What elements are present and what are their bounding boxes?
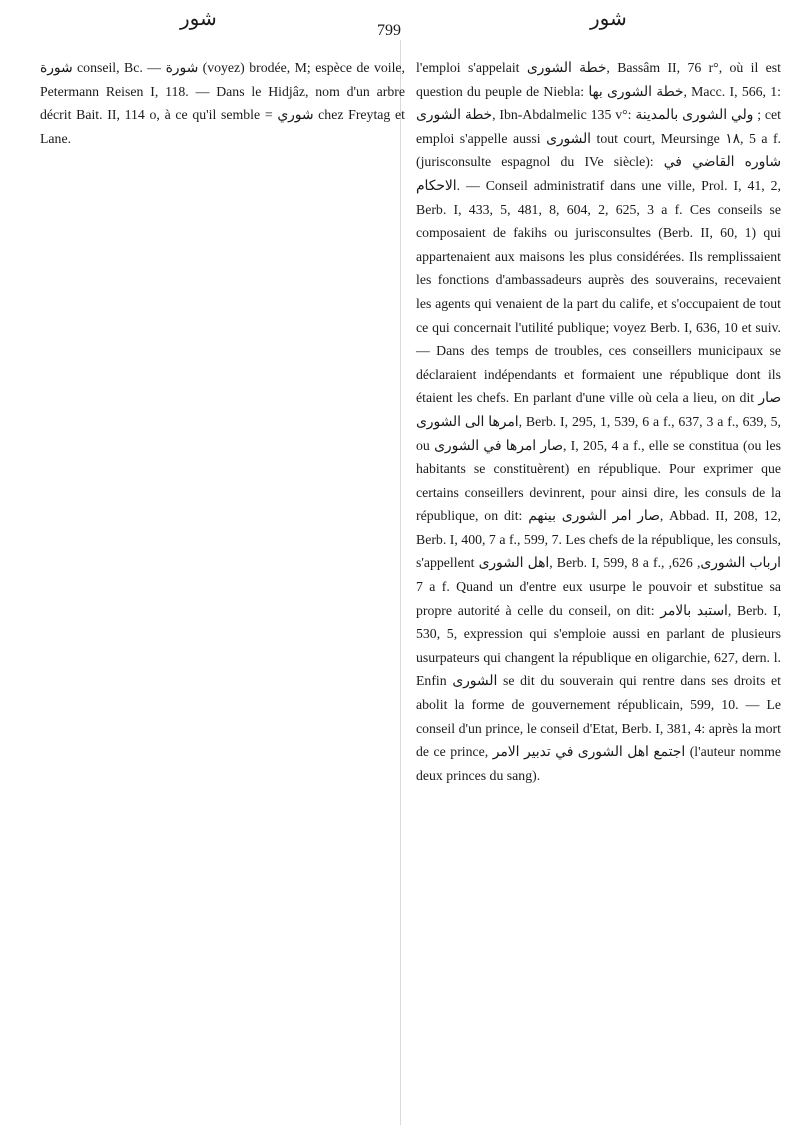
column-divider (400, 40, 401, 1125)
right-column-text: l'emploi s'appelait خطة الشورى, Bassâm II, 76 r°, où il est question du peuple de Niebla: خطة الشورى بها, Macc. I, 566, 1: خطة الشورى, Ibn-Abdalmelic 135 v°: ولي الشورى بالمدينة ; cet emploi s'appelle aussi الشورى tout court, Meursinge ١٨, 5 a f. (jurisconsulte espagnol du IVe siècle): شاوره القاضي في الاحكام. — Conseil administratif dans une ville, Prol. I, 41, 2, Berb. I, 433, 5, 481, 8, 604, 2, 625, 3 a f. Ces conseils se composaient de fakihs ou jurisconsultes (Berb. II, 60, 1) qui appartenaient aux maisons les plus considérées. Ils remplissaient les fonctions d'ambassadeurs auprès des souverains, recevaient les agents qui venaient de la part du calife, et s'occupaient de tout ce qui concernait l'utilité publique; voyez Berb. I, 636, 10 et suiv. — Dans des temps de troubles, ces conseillers municipaux se déclaraient indépendants et formaient une république dont ils étaient les chefs. En parlant d'une ville où cela a lieu, on dit صار امرها الى الشورى, Berb. I, 295, 1, 539, 6 a f., 637, 3 a f., 639, 5, ou صار امرها في الشورى, I, 205, 4 a f., elle se constitua (ou les habitants se constituèrent) en république. Pour exprimer que certains conseillers devinrent, pour ainsi dire, les consuls de la république, on dit: صار امر الشورى بينهم, Abbad. II, 208, 12, Berb. I, 400, 7 a f., 599, 7. Les chefs de la république, les consuls, s'appellent اهل الشورى, Berb. I, 599, 8 a f., ارباب الشورى, 626, 7 a f. Quand un d'entre eux usurpe le pouvoir et substitue sa propre autorité à celle du conseil, on dit: استبد بالامر, Berb. I, 530, 5, expression qui s'emploie aussi en parlant de plusieurs usurpateurs qui changent la république en oligarchie, 627, dern. l. Enfin الشورى se dit du souverain qui rentre dans ses droits et abolit la forme de gouvernement républicain, 599, 10. — Le conseil d'un prince, le conseil d'Etat, Berb. I, 381, 4: après la mort de ce prince, اجتمع اهل الشورى في تدبير الامر (l'auteur nomme deux princes du sang). (416, 60, 782, 783)
running-head-left: شور (180, 6, 217, 30)
left-column (40, 56, 405, 150)
right-column (416, 56, 781, 787)
left-column-text: شورة conseil, Bc. — شورة (voyez) brodée, M; espèce de voile, Petermann Reisen I, 118. — Dans le Hidjâz, nom d'un arbre décrit Bait. II, 114 o, à ce qu'il semble = شوري chez Freytag et Lane. (40, 60, 405, 146)
running-head-right: شور (590, 6, 627, 30)
page-number: 799 (377, 22, 401, 39)
